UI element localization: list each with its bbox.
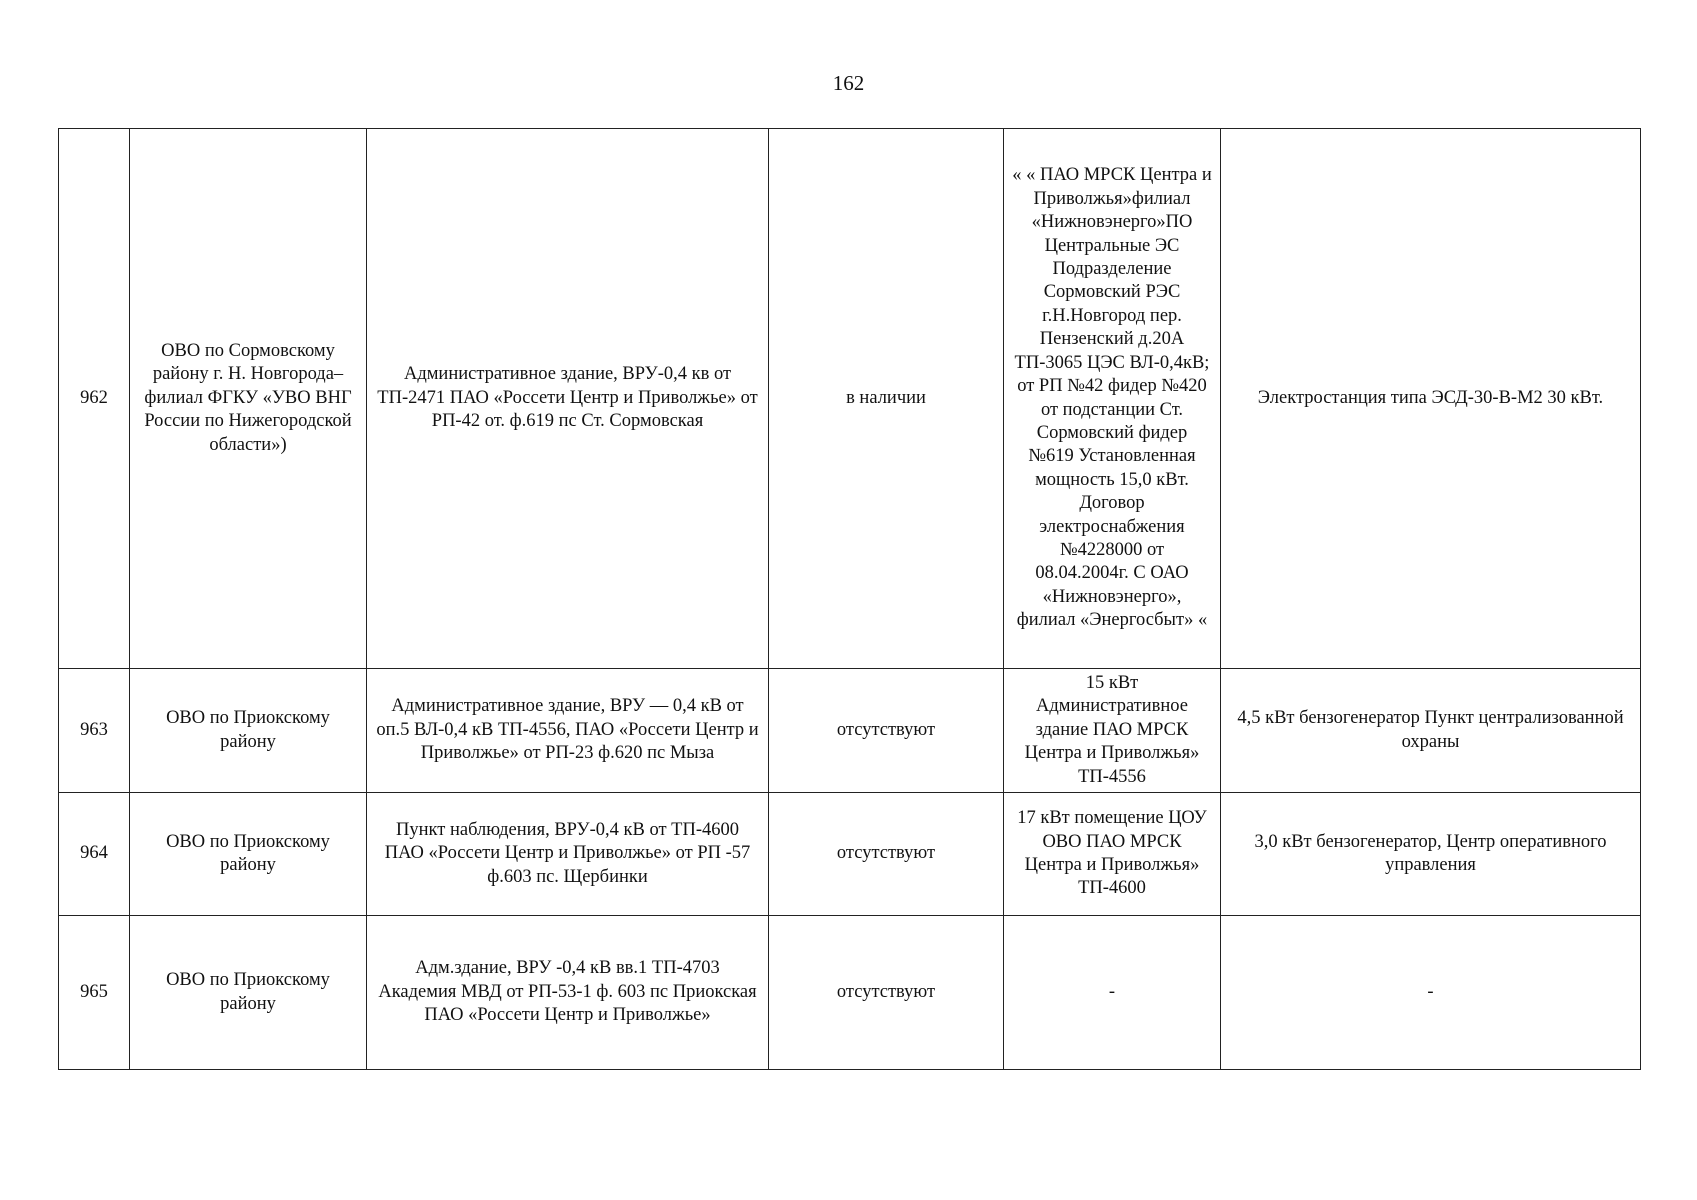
row-number-cell: 962 [59, 129, 130, 669]
backup-source-cell: - [1221, 916, 1641, 1070]
table-row-964 [59, 793, 1641, 916]
backup-source-cell: Электростанция типа ЭСД-30-В-М2 30 кВт. [1221, 129, 1641, 669]
row-number-cell: 964 [59, 793, 130, 916]
power-details-cell: - [1004, 916, 1221, 1070]
object-supply-cell: Административное здание, ВРУ-0,4 кв от ТП-2471 ПАО «Россети Центр и Приволжье» от РП-42 от. ф.619 пс Ст. Сормовская [367, 129, 769, 669]
row-number-cell: 965 [59, 916, 130, 1070]
object-supply-cell: Административное здание, ВРУ — 0,4 кВ от оп.5 ВЛ-0,4 кВ ТП-4556, ПАО «Россети Центр и Приволжье» от РП-23 ф.620 пс Мыза [367, 669, 769, 793]
availability-cell: отсутствуют [769, 916, 1004, 1070]
power-details-cell: 17 кВт помещение ЦОУ ОВО ПАО МРСК Центра и Приволжья» ТП-4600 [1004, 793, 1221, 916]
organization-cell: ОВО по Приокскому району [130, 669, 367, 793]
organization-cell: ОВО по Сормовскому району г. Н. Новгорода–филиал ФГКУ «УВО ВНГ России по Нижегородской области») [130, 129, 367, 669]
object-supply-cell: Адм.здание, ВРУ -0,4 кВ вв.1 ТП-4703 Академия МВД от РП-53-1 ф. 603 пс Приокская ПАО «Россети Центр и Приволжье» [367, 916, 769, 1070]
power-details-cell: « « ПАО МРСК Центра и Приволжья»филиал «Нижновэнерго»ПО Центральные ЭС Подразделение Сормовский РЭС г.Н.Новгород пер. Пензенский д.20А ТП-3065 ЦЭС ВЛ-0,4кВ; от РП №42 фидер №420 от подстанции Ст. Сормовский фидер №619 Установленная мощность 15,0 кВт. Договор электроснабжения №4228000 от 08.04.2004г. С ОАО «Нижновэнерго», филиал «Энергосбыт» « [1004, 129, 1221, 669]
organization-cell: ОВО по Приокскому району [130, 916, 367, 1070]
row-number-cell: 963 [59, 669, 130, 793]
backup-source-cell: 4,5 кВт бензогенератор Пункт централизованной охраны [1221, 669, 1641, 793]
backup-source-cell: 3,0 кВт бензогенератор, Центр оперативного управления [1221, 793, 1641, 916]
availability-cell: отсутствуют [769, 669, 1004, 793]
page-number: 162 [832, 71, 865, 95]
object-supply-cell: Пункт наблюдения, ВРУ-0,4 кВ от ТП-4600 ПАО «Россети Центр и Приволжье» от РП -57 ф.603 пс. Щербинки [367, 793, 769, 916]
power-details-cell: 15 кВт Административное здание ПАО МРСК Центра и Приволжья» ТП-4556 [1004, 669, 1221, 793]
table-row-962 [59, 129, 1641, 669]
table-row-963 [59, 669, 1641, 793]
availability-cell: отсутствуют [769, 793, 1004, 916]
data-table [58, 128, 1641, 1070]
availability-cell: в наличии [769, 129, 1004, 669]
organization-cell: ОВО по Приокскому району [130, 793, 367, 916]
table-row-965 [59, 916, 1641, 1070]
